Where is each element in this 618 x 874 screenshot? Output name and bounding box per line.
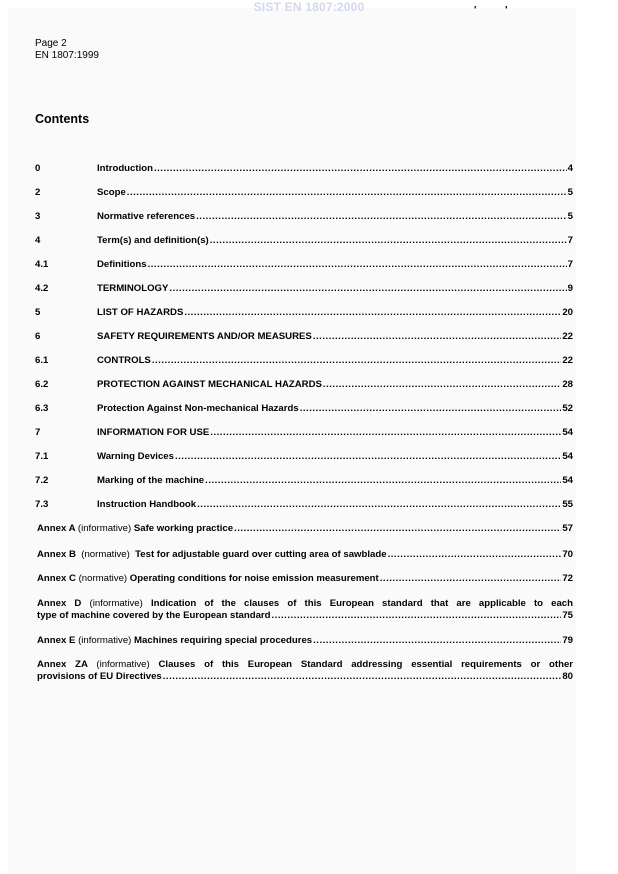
toc-annex-entry[interactable] xyxy=(37,523,573,536)
toc-page: 7 xyxy=(567,235,573,246)
annex-label[interactable] xyxy=(37,635,312,646)
toc-page: 70 xyxy=(562,549,573,560)
leader-dots xyxy=(234,523,561,534)
toc-page: 75 xyxy=(562,610,573,621)
leader-dots xyxy=(152,355,561,366)
annex-title: Machines requiring special procedures xyxy=(134,635,313,646)
leader-dots xyxy=(205,475,561,486)
annex-line-1 xyxy=(37,597,573,610)
toc-page: 79 xyxy=(562,635,573,646)
leader-dots xyxy=(300,403,562,414)
annex-title: Clauses of this European Standard addressing essential requirements or other xyxy=(158,659,574,670)
annex-line-1 xyxy=(37,658,573,671)
toc-number: 6.3 xyxy=(35,403,49,414)
toc-title[interactable]: Introduction xyxy=(97,163,153,174)
annex-name: Annex C xyxy=(37,573,76,584)
annex-type: (informative) xyxy=(89,598,143,609)
contents-title: Contents xyxy=(35,112,90,126)
toc-number: 5 xyxy=(35,307,41,318)
toc-title[interactable]: PROTECTION AGAINST MECHANICAL HAZARDS xyxy=(97,379,322,390)
toc-entry[interactable] xyxy=(35,235,573,248)
toc-page: 54 xyxy=(562,451,573,462)
toc-entry[interactable] xyxy=(35,427,573,440)
annex-type: (informative) xyxy=(96,659,150,670)
toc-entry[interactable] xyxy=(35,331,573,344)
annex-name: Annex D xyxy=(37,598,82,609)
leader-dots xyxy=(197,499,561,510)
toc-entry[interactable] xyxy=(35,259,573,272)
toc-number: 6 xyxy=(35,331,41,342)
toc-entry[interactable] xyxy=(35,403,573,416)
toc-page: 52 xyxy=(562,403,573,414)
toc-title[interactable]: CONTROLS xyxy=(97,355,151,366)
toc-title[interactable]: LIST OF HAZARDS xyxy=(97,307,184,318)
toc-annex-entry[interactable] xyxy=(37,549,573,562)
annex-label[interactable] xyxy=(37,549,387,560)
toc-title[interactable]: Instruction Handbook xyxy=(97,499,197,510)
toc-title[interactable]: Term(s) and definition(s) xyxy=(97,235,209,246)
toc-title[interactable]: Marking of the machine xyxy=(97,475,205,486)
leader-dots xyxy=(127,187,567,198)
annex-name: Annex E xyxy=(37,635,76,646)
toc-page: 28 xyxy=(562,379,573,390)
annex-title: Indication of the clauses of this European standard that are applicable to each xyxy=(150,598,573,609)
leader-dots xyxy=(388,549,562,560)
toc-title[interactable]: Protection Against Non-mechanical Hazards xyxy=(97,403,299,414)
annex-label[interactable] xyxy=(37,573,379,584)
leader-dots xyxy=(272,610,562,621)
leader-dots xyxy=(169,283,566,294)
toc-entry[interactable] xyxy=(35,163,573,176)
leader-dots xyxy=(163,671,562,682)
toc-annex-entry[interactable] xyxy=(37,573,573,586)
toc-page: 4 xyxy=(567,163,573,174)
toc-page: 54 xyxy=(562,427,573,438)
toc-entry[interactable] xyxy=(35,499,573,512)
leader-dots xyxy=(148,259,567,270)
toc-entry[interactable] xyxy=(35,307,573,320)
annex-type: (informative) xyxy=(78,635,132,646)
toc-annex-entry[interactable] xyxy=(37,658,573,684)
annex-title: Safe working practice xyxy=(133,523,234,534)
toc-page: 57 xyxy=(562,523,573,534)
toc-page: 9 xyxy=(567,283,573,294)
leader-dots xyxy=(313,635,561,646)
leader-dots xyxy=(175,451,561,462)
toc-page: 80 xyxy=(562,671,573,682)
leader-dots xyxy=(196,211,567,222)
annex-name: Annex ZA xyxy=(37,659,88,670)
leader-dots xyxy=(380,573,562,584)
leader-dots xyxy=(323,379,561,390)
toc-title[interactable]: SAFETY REQUIREMENTS AND/OR MEASURES xyxy=(97,331,312,342)
toc-title[interactable]: Scope xyxy=(97,187,126,198)
annex-title: Test for adjustable guard over cutting area of sawblade xyxy=(135,549,387,560)
toc-entry[interactable] xyxy=(35,475,573,488)
toc-number: 7.1 xyxy=(35,451,49,462)
toc-page: 22 xyxy=(562,331,573,342)
toc-title[interactable]: Warning Devices xyxy=(97,451,174,462)
toc-page: 20 xyxy=(562,307,573,318)
toc-number: 4 xyxy=(35,235,41,246)
toc-entry[interactable] xyxy=(35,379,573,392)
toc-page: 5 xyxy=(567,211,573,222)
toc-number: 4.1 xyxy=(35,259,49,270)
page-number: Page 2 xyxy=(35,38,67,49)
toc-entry[interactable] xyxy=(35,283,573,296)
toc-title[interactable]: INFORMATION FOR USE xyxy=(97,427,210,438)
header-marks: ' ' xyxy=(474,5,508,16)
leader-dots xyxy=(154,163,567,174)
toc-entry[interactable] xyxy=(35,355,573,368)
toc-number: 4.2 xyxy=(35,283,49,294)
leader-dots xyxy=(210,235,567,246)
toc-annex-entry[interactable] xyxy=(37,635,573,648)
toc-number: 3 xyxy=(35,211,41,222)
leader-dots xyxy=(313,331,562,342)
toc-page: 22 xyxy=(562,355,573,366)
leader-dots xyxy=(184,307,561,318)
annex-label[interactable] xyxy=(37,523,233,534)
page-header xyxy=(35,38,99,62)
toc-number: 2 xyxy=(35,187,41,198)
toc-page: 72 xyxy=(562,573,573,584)
toc-title[interactable]: TERMINOLOGY xyxy=(97,283,169,294)
toc-page: 5 xyxy=(567,187,573,198)
annex-name: Annex A xyxy=(37,523,76,534)
toc-title[interactable]: Normative references xyxy=(97,211,196,222)
toc-number: 7 xyxy=(35,427,41,438)
toc-number: 7.2 xyxy=(35,475,49,486)
annex-type: (normative) xyxy=(81,549,130,560)
toc-page: 7 xyxy=(567,259,573,270)
toc-page: 55 xyxy=(562,499,573,510)
annex-line-2 xyxy=(37,610,573,623)
toc-annex-entry[interactable] xyxy=(37,597,573,623)
toc-title[interactable]: Definitions xyxy=(97,259,147,270)
annex-title-cont[interactable]: provisions of EU Directives xyxy=(37,671,162,682)
watermark: SIST EN 1807:2000 xyxy=(253,0,365,14)
toc-entry[interactable] xyxy=(35,451,573,464)
toc-entry[interactable] xyxy=(35,187,573,200)
toc-page: 54 xyxy=(562,475,573,486)
toc-number: 7.3 xyxy=(35,499,49,510)
standard-id: EN 1807:1999 xyxy=(35,50,99,61)
toc-number: 6.1 xyxy=(35,355,49,366)
annex-title-cont[interactable]: type of machine covered by the European standard xyxy=(37,610,271,621)
annex-name: Annex B xyxy=(37,549,76,560)
annex-type: (informative) xyxy=(77,523,132,534)
toc-number: 0 xyxy=(35,163,41,174)
annex-line-2 xyxy=(37,671,573,684)
toc-number: 6.2 xyxy=(35,379,49,390)
page-background xyxy=(8,8,576,874)
annex-title: Operating conditions for noise emission measurement xyxy=(129,573,379,584)
toc-entry[interactable] xyxy=(35,211,573,224)
annex-type: (normative) xyxy=(78,573,128,584)
leader-dots xyxy=(210,427,561,438)
